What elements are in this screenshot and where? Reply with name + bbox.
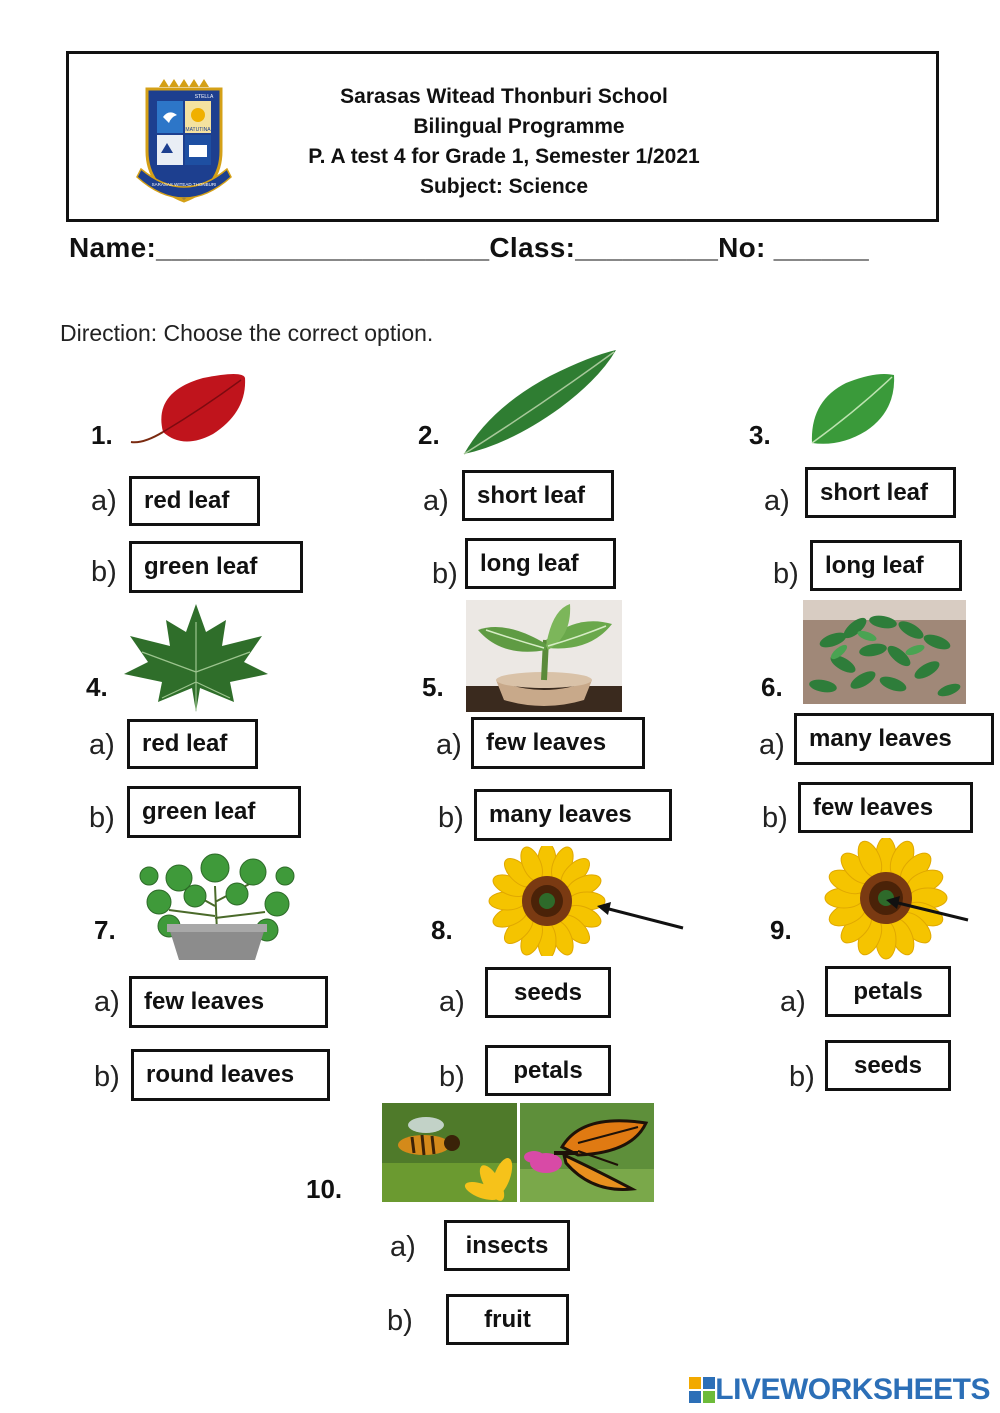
question-9-number: 9. [770, 915, 792, 945]
question-7-option-b[interactable]: round leaves [131, 1049, 330, 1101]
sunflower-seeds-arrow-icon [808, 838, 970, 960]
question-7-number: 7. [94, 915, 116, 945]
question-3-number: 3. [749, 420, 771, 450]
programme-name: Bilingual Programme [413, 115, 625, 138]
question-1-letter-a: a) [91, 485, 117, 517]
header-box [66, 51, 939, 222]
question-7-letter-b: b) [94, 1061, 120, 1093]
question-10-option-a[interactable]: insects [444, 1220, 570, 1271]
sunflower-petals-arrow-icon [471, 846, 691, 956]
question-10-letter-a: a) [390, 1231, 416, 1263]
question-6-letter-b: b) [762, 802, 788, 834]
question-8-number: 8. [431, 915, 453, 945]
question-5-number: 5. [422, 672, 444, 702]
red-leaf-icon [123, 372, 251, 450]
question-6-option-b[interactable]: few leaves [798, 782, 973, 833]
question-4-letter-a: a) [89, 729, 115, 761]
question-5-option-a[interactable]: few leaves [471, 717, 645, 769]
question-5-letter-a: a) [436, 729, 462, 761]
plant-many-leaves-icon [803, 600, 966, 704]
question-1-option-a[interactable]: red leaf [129, 476, 260, 526]
question-1-letter-b: b) [91, 556, 117, 588]
question-9-letter-a: a) [780, 986, 806, 1018]
question-9-option-b[interactable]: seeds [825, 1040, 951, 1091]
question-6-letter-a: a) [759, 729, 785, 761]
long-leaf-icon [460, 348, 620, 458]
question-9-option-a[interactable]: petals [825, 966, 951, 1017]
question-1-number: 1. [91, 420, 113, 450]
question-10-option-b[interactable]: fruit [446, 1294, 569, 1345]
question-5-letter-b: b) [438, 802, 464, 834]
school-title-block [269, 82, 739, 202]
question-6-number: 6. [761, 672, 783, 702]
school-crest-icon [129, 69, 239, 209]
question-7-option-a[interactable]: few leaves [129, 976, 328, 1028]
question-4-option-b[interactable]: green leaf [127, 786, 301, 838]
question-3-letter-a: a) [764, 485, 790, 517]
crest-text-bottom: MATUTINA [185, 127, 211, 133]
question-8-option-b[interactable]: petals [485, 1045, 611, 1096]
question-3-option-b[interactable]: long leaf [810, 540, 962, 591]
school-name: Sarasas Witead Thonburi School [340, 85, 668, 108]
liveworksheets-footer [689, 1373, 990, 1407]
bee-and-butterfly-icon [382, 1103, 654, 1202]
question-8-letter-a: a) [439, 986, 465, 1018]
question-10-number: 10. [306, 1174, 343, 1204]
student-info-line[interactable]: Name:_____________________Class:_________No: ______ [69, 232, 869, 263]
question-2-option-b[interactable]: long leaf [465, 538, 616, 589]
test-title: P. A test 4 for Grade 1, Semester 1/2021 [308, 145, 700, 168]
liveworksheets-logo-icon [689, 1377, 715, 1403]
question-5-option-b[interactable]: many leaves [474, 789, 672, 841]
maple-leaf-icon [122, 602, 270, 714]
round-leaf-plant-icon [139, 846, 295, 966]
question-7-letter-a: a) [94, 986, 120, 1018]
question-2-number: 2. [418, 420, 440, 450]
short-leaf-icon [806, 371, 898, 447]
question-4-number: 4. [86, 672, 108, 702]
question-2-letter-a: a) [423, 485, 449, 517]
question-10-letter-b: b) [387, 1305, 413, 1337]
question-2-letter-b: b) [432, 558, 458, 590]
question-9-letter-b: b) [789, 1061, 815, 1093]
potted-plant-few-leaves-icon [466, 600, 622, 712]
question-2-option-a[interactable]: short leaf [462, 470, 614, 521]
question-8-option-a[interactable]: seeds [485, 967, 611, 1018]
crest-ribbon-text: SARASAS WITEAD THONBURI [151, 182, 217, 187]
question-3-letter-b: b) [773, 558, 799, 590]
question-8-letter-b: b) [439, 1061, 465, 1093]
crest-text-top: STELLA [194, 94, 214, 100]
subject-line: Subject: Science [419, 175, 589, 198]
question-1-option-b[interactable]: green leaf [129, 541, 303, 593]
direction-text: Direction: Choose the correct option. [60, 320, 434, 346]
question-4-option-a[interactable]: red leaf [127, 719, 258, 769]
question-6-option-a[interactable]: many leaves [794, 713, 994, 765]
question-4-letter-b: b) [89, 802, 115, 834]
question-3-option-a[interactable]: short leaf [805, 467, 956, 518]
liveworksheets-brand: LIVEWORKSHEETS [715, 1373, 990, 1406]
